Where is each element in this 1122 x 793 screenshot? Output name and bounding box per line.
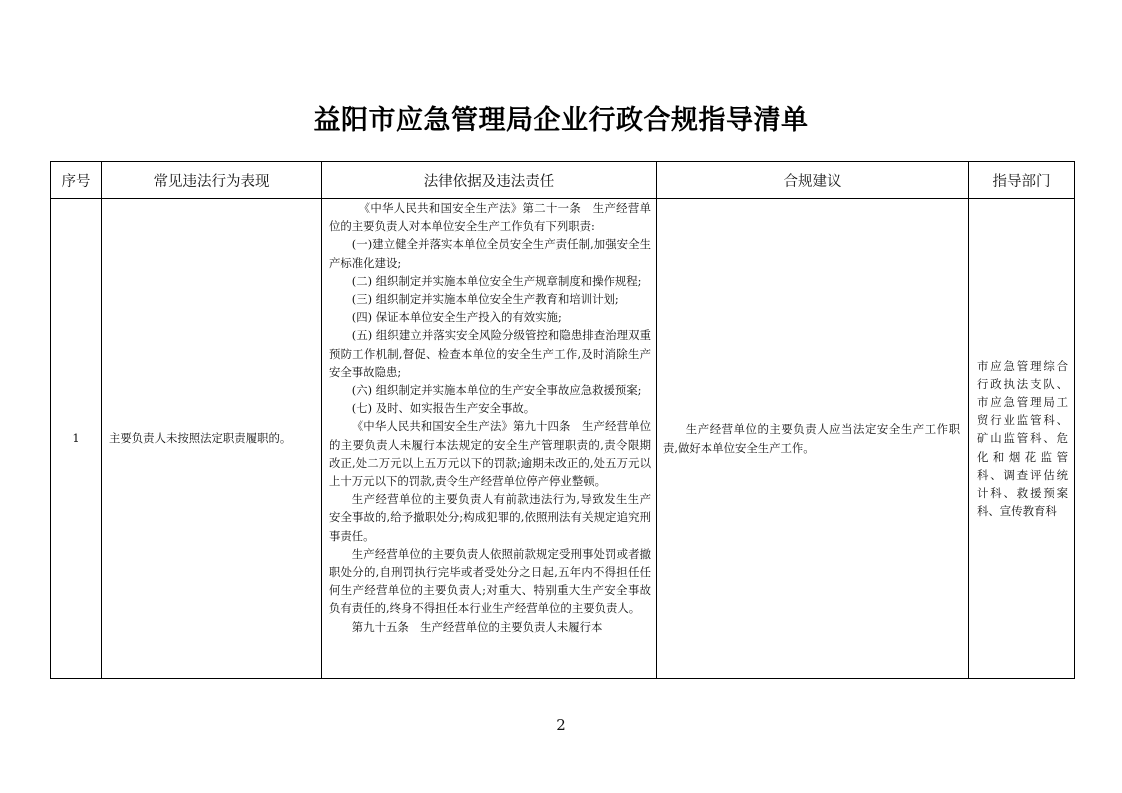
page-number: 2 [556, 716, 566, 734]
basis-paragraph: 生产经营单位的主要负责人有前款违法行为,导致发生生产安全事故的,给予撤职处分;构成犯罪的,依照刑法有关规定追究刑事责任。 [329, 492, 651, 543]
basis-paragraph: 《中华人民共和国安全生产法》第二十一条 生产经营单位的主要负责人对本单位安全生产工作负有下列职责: [329, 201, 651, 234]
basis-paragraph: 生产经营单位的主要负责人依照前款规定受刑事处罚或者撤职处分的,自刑罚执行完毕或者受处分之日起,五年内不得担任任何生产经营单位的主要负责人;对重大、特别重大生产安全事故负有责任的,终身不得担任本行业生产经营单位的主要负责人。 [329, 546, 651, 616]
compliance-guide-table [50, 161, 1075, 679]
row-suggestion-cell: 生产经营单位的主要负责人应当法定安全生产工作职责,做好本单位安全生产工作。 [657, 199, 969, 679]
row-behavior-cell: 主要负责人未按照法定职责履职的。 [102, 199, 322, 679]
row-basis-cell [322, 199, 657, 679]
basis-paragraph: (七) 及时、如实报告生产安全事故。 [351, 401, 536, 416]
table-header-row [51, 162, 1075, 199]
page-title: 益阳市应急管理局企业行政合规指导清单 [313, 105, 809, 136]
basis-paragraph: (一)建立健全并落实本单位全员安全生产责任制,加强安全生产标准化建设; [329, 237, 651, 270]
header-basis: 法律依据及违法责任 [322, 162, 657, 199]
basis-paragraph: (五) 组织建立并落实安全风险分级管控和隐患排查治理双重预防工作机制,督促、检查本单位的安全生产工作,及时消除生产安全事故隐患; [329, 328, 651, 379]
table-row [51, 199, 1075, 679]
basis-paragraph: 第九十五条 生产经营单位的主要负责人未履行本 [351, 619, 603, 634]
basis-paragraph: (六) 组织制定并实施本单位的生产安全事故应急救援预案; [351, 383, 642, 398]
row-department-cell: 市应急管理综合行政执法支队、市应急管理局工贸行业监管科、矿山监管科、危化和烟花监管科、调查评估统计科、救援预案科、宣传教育科 [969, 199, 1075, 679]
header-suggestion: 合规建议 [657, 162, 969, 199]
header-behavior: 常见违法行为表现 [102, 162, 322, 199]
basis-paragraph: (四) 保证本单位安全生产投入的有效实施; [351, 310, 562, 325]
basis-paragraph: (三) 组织制定并实施本单位安全生产教育和培训计划; [351, 292, 619, 307]
header-seq: 序号 [51, 162, 102, 199]
header-department: 指导部门 [969, 162, 1075, 199]
row-seq-cell: 1 [51, 199, 102, 679]
basis-paragraph: (二) 组织制定并实施本单位安全生产规章制度和操作规程; [351, 273, 642, 288]
basis-paragraph: 《中华人民共和国安全生产法》第九十四条 生产经营单位的主要负责人未履行本法规定的安全生产管理职责的,责令限期改正,处二万元以上五万元以下的罚款;逾期未改正的,处五万元以上十万元以下的罚款,责令生产经营单位停产停业整顿。 [329, 419, 651, 489]
